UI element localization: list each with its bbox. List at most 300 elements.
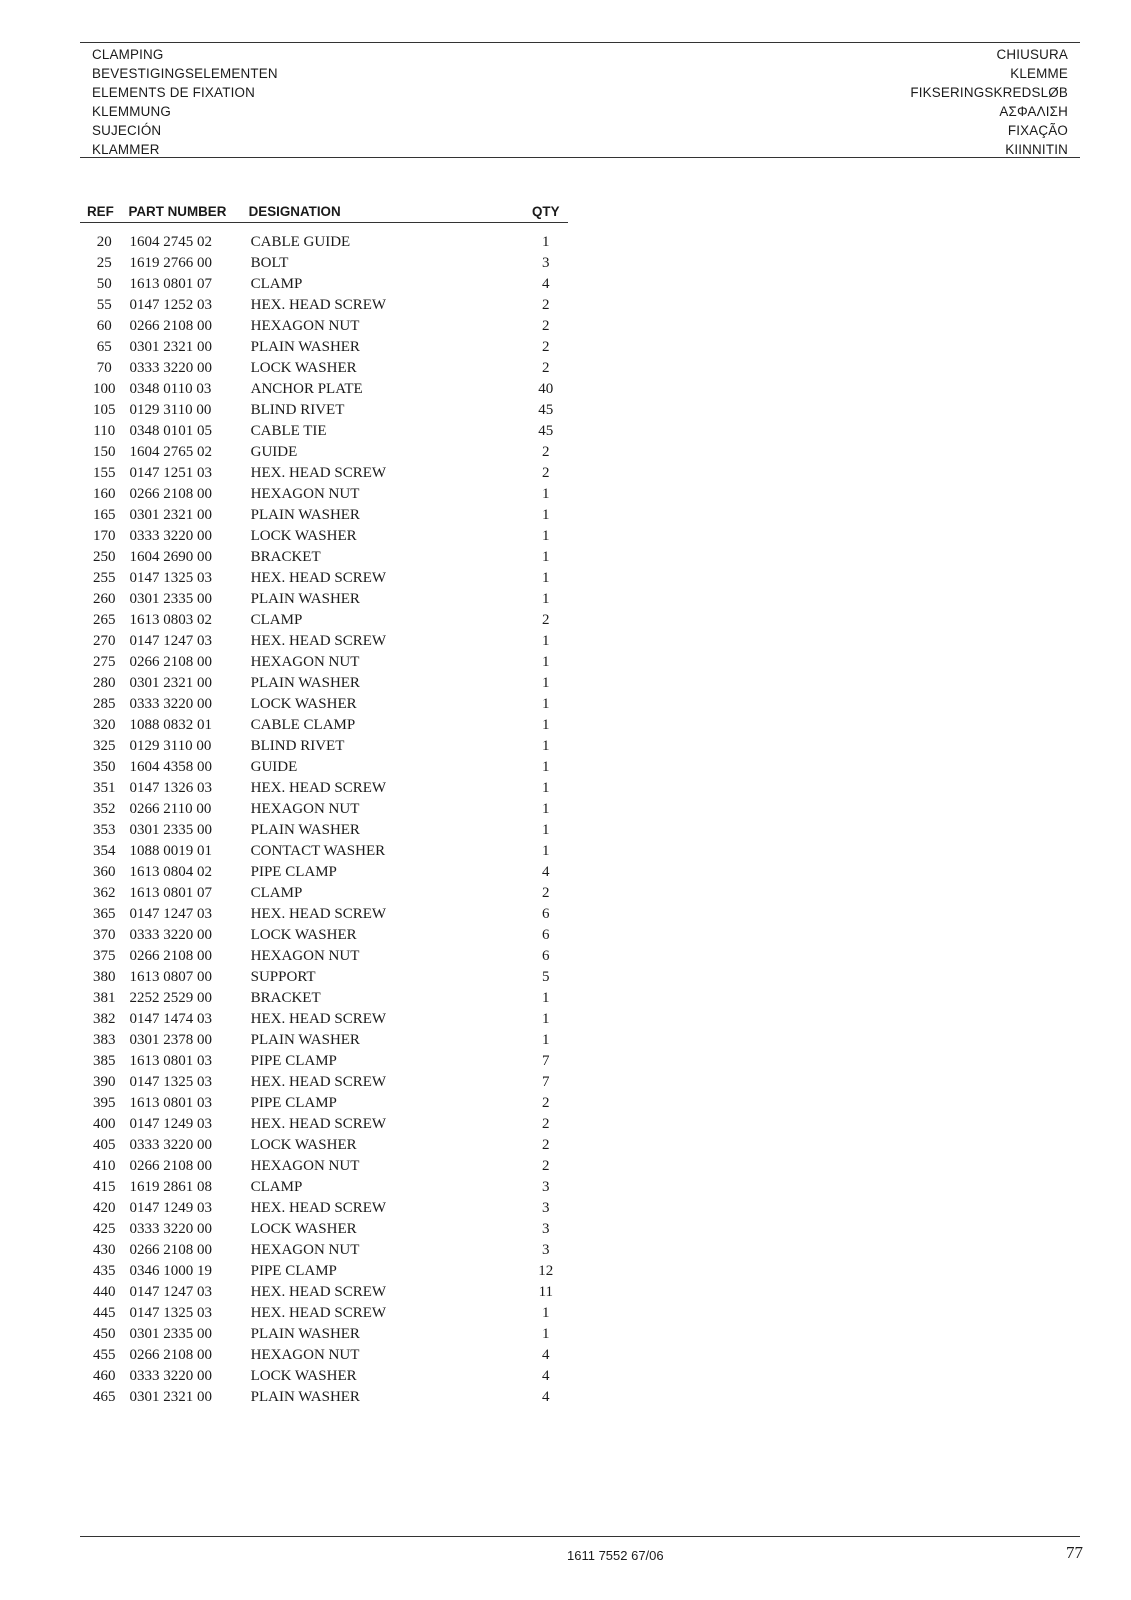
- row-part-number: 1088 0019 01: [129, 843, 212, 859]
- table-row: [80, 232, 568, 253]
- row-part-number: 0333 3220 00: [129, 360, 212, 376]
- table-row: [80, 778, 568, 799]
- row-ref: 260: [92, 591, 116, 607]
- row-designation: BRACKET: [250, 990, 321, 1006]
- table-row: [80, 526, 568, 547]
- row-part-number: 0333 3220 00: [129, 1221, 212, 1237]
- table-row: [80, 820, 568, 841]
- row-part-number: 0147 1326 03: [129, 780, 212, 796]
- header-titles-left: [92, 45, 278, 159]
- row-qty: 6: [542, 906, 550, 922]
- row-qty: 2: [542, 1137, 550, 1153]
- row-ref: 65: [96, 339, 112, 355]
- row-ref: 455: [92, 1347, 116, 1363]
- row-ref: 353: [92, 822, 116, 838]
- table-row: [80, 1051, 568, 1072]
- row-designation: HEXAGON NUT: [250, 654, 360, 670]
- row-part-number: 1613 0801 07: [129, 276, 212, 292]
- row-ref: 380: [92, 969, 116, 985]
- row-qty: 3: [542, 1200, 550, 1216]
- parts-list-table: [80, 200, 568, 1408]
- footer-rule: [80, 1536, 1080, 1537]
- row-designation: HEX. HEAD SCREW: [250, 1305, 387, 1321]
- row-qty: 1: [542, 1305, 550, 1321]
- row-part-number: 1604 2765 02: [129, 444, 212, 460]
- row-ref: 285: [92, 696, 116, 712]
- table-row: [80, 253, 568, 274]
- row-part-number: 0301 2321 00: [129, 339, 212, 355]
- row-ref: 270: [92, 633, 116, 649]
- row-part-number: 1613 0807 00: [129, 969, 212, 985]
- header-titles-right: [910, 45, 1068, 159]
- table-row: [80, 547, 568, 568]
- row-designation: CLAMP: [250, 612, 303, 628]
- row-part-number: 1613 0804 02: [129, 864, 212, 880]
- table-row: [80, 757, 568, 778]
- column-header-qty: QTY: [524, 200, 568, 223]
- row-part-number: 0147 1325 03: [129, 1074, 212, 1090]
- row-qty: 12: [538, 1263, 554, 1279]
- row-qty: 45: [538, 402, 554, 418]
- column-header-ref: REF: [80, 200, 128, 223]
- row-qty: 3: [542, 1179, 550, 1195]
- row-ref: 354: [92, 843, 116, 859]
- row-ref: 50: [96, 276, 112, 292]
- page-number: 77: [1066, 1543, 1083, 1562]
- table-row: [80, 610, 568, 631]
- table-row: [80, 337, 568, 358]
- table-row: [80, 673, 568, 694]
- row-designation: LOCK WASHER: [250, 1137, 357, 1153]
- row-designation: PLAIN WASHER: [250, 591, 360, 607]
- row-ref: 360: [92, 864, 116, 880]
- row-qty: 6: [542, 948, 550, 964]
- row-part-number: 0147 1249 03: [129, 1200, 212, 1216]
- row-designation: HEX. HEAD SCREW: [250, 1074, 387, 1090]
- row-ref: 381: [92, 990, 116, 1006]
- row-part-number: 0301 2378 00: [129, 1032, 212, 1048]
- table-row: [80, 442, 568, 463]
- row-ref: 425: [92, 1221, 116, 1237]
- table-spacer-cell: [80, 223, 568, 233]
- row-qty: 1: [542, 780, 550, 796]
- row-part-number: 0147 1249 03: [129, 1116, 212, 1132]
- row-designation: HEXAGON NUT: [250, 948, 360, 964]
- row-qty: 1: [542, 549, 550, 565]
- row-qty: 1: [542, 696, 550, 712]
- row-designation: CLAMP: [250, 276, 303, 292]
- row-ref: 255: [92, 570, 116, 586]
- column-header-part-number: PART NUMBER: [128, 200, 248, 223]
- header-title-en: CLAMPING: [92, 47, 164, 62]
- row-ref: 465: [92, 1389, 116, 1405]
- row-part-number: 1619 2766 00: [129, 255, 212, 271]
- row-ref: 20: [96, 234, 112, 250]
- row-qty: 4: [542, 1389, 550, 1405]
- row-part-number: 0266 2108 00: [129, 948, 212, 964]
- row-qty: 3: [542, 255, 550, 271]
- table-row: [80, 1114, 568, 1135]
- table-row: [80, 967, 568, 988]
- row-part-number: 0266 2108 00: [129, 1242, 212, 1258]
- table-row: [80, 925, 568, 946]
- row-ref: 365: [92, 906, 116, 922]
- row-designation: BOLT: [250, 255, 289, 271]
- row-qty: 6: [542, 927, 550, 943]
- table-row: [80, 1219, 568, 1240]
- table-row: [80, 799, 568, 820]
- row-part-number: 0266 2108 00: [129, 1347, 212, 1363]
- table-spacer: [80, 223, 568, 233]
- row-ref: 385: [92, 1053, 116, 1069]
- row-designation: HEX. HEAD SCREW: [250, 570, 387, 586]
- row-designation: PLAIN WASHER: [250, 1326, 360, 1342]
- row-qty: 2: [542, 465, 550, 481]
- row-ref: 400: [92, 1116, 116, 1132]
- row-designation: HEX. HEAD SCREW: [250, 906, 387, 922]
- row-ref: 362: [92, 885, 116, 901]
- row-designation: CABLE GUIDE: [250, 234, 351, 250]
- row-qty: 2: [542, 318, 550, 334]
- row-ref: 420: [92, 1200, 116, 1216]
- row-qty: 2: [542, 885, 550, 901]
- row-part-number: 1613 0801 03: [129, 1053, 212, 1069]
- row-ref: 55: [96, 297, 112, 313]
- row-part-number: 0333 3220 00: [129, 1368, 212, 1384]
- row-designation: HEXAGON NUT: [250, 1158, 360, 1174]
- row-designation: PLAIN WASHER: [250, 1032, 360, 1048]
- table-row: [80, 1366, 568, 1387]
- table-header-row: [80, 200, 568, 223]
- row-designation: HEX. HEAD SCREW: [250, 780, 387, 796]
- column-header-designation: DESIGNATION: [249, 200, 524, 223]
- row-designation: PIPE CLAMP: [250, 864, 337, 880]
- row-designation: HEXAGON NUT: [250, 318, 360, 334]
- table-row: [80, 1240, 568, 1261]
- row-qty: 1: [542, 528, 550, 544]
- table-row: [80, 694, 568, 715]
- row-qty: 1: [542, 633, 550, 649]
- table-row: [80, 1387, 568, 1408]
- table-row: [80, 988, 568, 1009]
- parts-list-body: [80, 223, 568, 1409]
- row-designation: HEX. HEAD SCREW: [250, 1116, 387, 1132]
- table-row: [80, 1093, 568, 1114]
- row-ref: 390: [92, 1074, 116, 1090]
- row-qty: 1: [542, 738, 550, 754]
- row-qty: 4: [542, 864, 550, 880]
- row-designation: HEX. HEAD SCREW: [250, 1011, 387, 1027]
- row-part-number: 0301 2335 00: [129, 591, 212, 607]
- table-row: [80, 715, 568, 736]
- row-part-number: 0346 1000 19: [129, 1263, 212, 1279]
- row-designation: HEX. HEAD SCREW: [250, 465, 387, 481]
- table-row: [80, 736, 568, 757]
- table-row: [80, 568, 568, 589]
- row-ref: 450: [92, 1326, 116, 1342]
- table-row: [80, 1345, 568, 1366]
- row-designation: LOCK WASHER: [250, 360, 357, 376]
- row-ref: 395: [92, 1095, 116, 1111]
- row-ref: 320: [92, 717, 116, 733]
- row-designation: LOCK WASHER: [250, 1368, 357, 1384]
- row-qty: 1: [542, 1032, 550, 1048]
- row-qty: 45: [538, 423, 554, 439]
- row-ref: 170: [92, 528, 116, 544]
- row-qty: 3: [542, 1221, 550, 1237]
- row-designation: PLAIN WASHER: [250, 675, 360, 691]
- row-ref: 60: [96, 318, 112, 334]
- table-row: [80, 1072, 568, 1093]
- row-part-number: 1613 0801 03: [129, 1095, 212, 1111]
- row-ref: 351: [92, 780, 116, 796]
- table-row: [80, 652, 568, 673]
- row-part-number: 0266 2108 00: [129, 1158, 212, 1174]
- row-part-number: 1604 2745 02: [129, 234, 212, 250]
- row-part-number: 0147 1251 03: [129, 465, 212, 481]
- row-qty: 4: [542, 1368, 550, 1384]
- table-row: [80, 1261, 568, 1282]
- row-qty: 5: [542, 969, 550, 985]
- row-ref: 445: [92, 1305, 116, 1321]
- table-row: [80, 379, 568, 400]
- row-designation: LOCK WASHER: [250, 696, 357, 712]
- row-qty: 2: [542, 1158, 550, 1174]
- row-designation: HEXAGON NUT: [250, 1242, 360, 1258]
- row-part-number: 0129 3110 00: [129, 402, 212, 418]
- row-designation: PLAIN WASHER: [250, 339, 360, 355]
- row-ref: 155: [92, 465, 116, 481]
- row-qty: 1: [542, 1326, 550, 1342]
- row-part-number: 1604 2690 00: [129, 549, 212, 565]
- table-row: [80, 862, 568, 883]
- row-designation: HEXAGON NUT: [250, 486, 360, 502]
- row-ref: 105: [92, 402, 116, 418]
- row-designation: LOCK WASHER: [250, 528, 357, 544]
- row-part-number: 2252 2529 00: [129, 990, 212, 1006]
- row-designation: CABLE TIE: [250, 423, 327, 439]
- table-row: [80, 295, 568, 316]
- row-part-number: 0147 1325 03: [129, 570, 212, 586]
- table-row: [80, 316, 568, 337]
- row-designation: HEXAGON NUT: [250, 801, 360, 817]
- row-qty: 1: [542, 486, 550, 502]
- row-qty: 1: [542, 759, 550, 775]
- row-designation: LOCK WASHER: [250, 1221, 357, 1237]
- table-row: [80, 904, 568, 925]
- row-qty: 1: [542, 1011, 550, 1027]
- table-row: [80, 631, 568, 652]
- row-ref: 25: [96, 255, 112, 271]
- table-row: [80, 1177, 568, 1198]
- header-title-fi: KIINNITIN: [1005, 142, 1068, 157]
- row-part-number: 0147 1247 03: [129, 906, 212, 922]
- row-qty: 1: [542, 507, 550, 523]
- header-title-da: FIKSERINGSKREDSLØB: [910, 85, 1068, 100]
- row-designation: CLAMP: [250, 885, 303, 901]
- row-part-number: 0147 1325 03: [129, 1305, 212, 1321]
- row-ref: 110: [93, 423, 116, 439]
- table-row: [80, 1303, 568, 1324]
- table-row: [80, 1156, 568, 1177]
- row-designation: GUIDE: [250, 444, 298, 460]
- row-designation: HEX. HEAD SCREW: [250, 633, 387, 649]
- row-ref: 382: [92, 1011, 116, 1027]
- row-part-number: 0129 3110 00: [129, 738, 212, 754]
- row-qty: 2: [542, 339, 550, 355]
- row-part-number: 0266 2108 00: [129, 318, 212, 334]
- header-title-pt: FIXAÇÃO: [1007, 123, 1068, 138]
- row-designation: LOCK WASHER: [250, 927, 357, 943]
- row-ref: 280: [92, 675, 116, 691]
- row-qty: 1: [542, 843, 550, 859]
- row-qty: 4: [542, 1347, 550, 1363]
- row-qty: 2: [542, 612, 550, 628]
- row-ref: 430: [92, 1242, 116, 1258]
- row-qty: 11: [538, 1284, 554, 1300]
- row-part-number: 0147 1247 03: [129, 1284, 212, 1300]
- page-header: [80, 42, 1080, 158]
- row-designation: HEXAGON NUT: [250, 1347, 360, 1363]
- header-title-es: SUJECIÓN: [92, 123, 162, 138]
- row-part-number: 0301 2321 00: [129, 675, 212, 691]
- table-row: [80, 1009, 568, 1030]
- row-part-number: 1613 0801 07: [129, 885, 212, 901]
- row-ref: 160: [92, 486, 116, 502]
- row-qty: 7: [542, 1074, 550, 1090]
- table-row: [80, 841, 568, 862]
- header-title-de: KLEMMUNG: [92, 104, 171, 119]
- table-row: [80, 358, 568, 379]
- table-row: [80, 1198, 568, 1219]
- row-part-number: 0301 2335 00: [129, 1326, 212, 1342]
- table-row: [80, 400, 568, 421]
- row-qty: 1: [542, 654, 550, 670]
- row-ref: 405: [92, 1137, 116, 1153]
- row-ref: 370: [92, 927, 116, 943]
- row-part-number: 1088 0832 01: [129, 717, 212, 733]
- table-row: [80, 484, 568, 505]
- document-number: 1611 7552 67/06: [567, 1548, 664, 1563]
- row-qty: 1: [542, 234, 550, 250]
- row-qty: 2: [542, 1095, 550, 1111]
- row-designation: BRACKET: [250, 549, 321, 565]
- row-designation: BLIND RIVET: [250, 738, 345, 754]
- row-ref: 350: [92, 759, 116, 775]
- row-designation: SUPPORT: [250, 969, 316, 985]
- row-ref: 70: [96, 360, 112, 376]
- header-title-sv: KLAMMER: [92, 142, 160, 157]
- table-row: [80, 463, 568, 484]
- row-part-number: 0333 3220 00: [129, 528, 212, 544]
- row-part-number: 1604 4358 00: [129, 759, 212, 775]
- row-part-number: 0333 3220 00: [129, 1137, 212, 1153]
- row-qty: 1: [542, 822, 550, 838]
- header-title-nl: BEVESTIGINGSELEMENTEN: [92, 66, 278, 81]
- row-qty: 1: [542, 717, 550, 733]
- row-designation: GUIDE: [250, 759, 298, 775]
- row-designation: PIPE CLAMP: [250, 1053, 337, 1069]
- row-part-number: 0333 3220 00: [129, 696, 212, 712]
- row-qty: 2: [542, 444, 550, 460]
- row-designation: HEX. HEAD SCREW: [250, 297, 387, 313]
- table-row: [80, 1324, 568, 1345]
- row-part-number: 0147 1474 03: [129, 1011, 212, 1027]
- row-designation: HEX. HEAD SCREW: [250, 1284, 387, 1300]
- table-row: [80, 505, 568, 526]
- row-qty: 2: [542, 297, 550, 313]
- row-qty: 40: [538, 381, 554, 397]
- row-designation: PLAIN WASHER: [250, 822, 360, 838]
- row-ref: 352: [92, 801, 116, 817]
- row-part-number: 0266 2108 00: [129, 486, 212, 502]
- row-ref: 250: [92, 549, 116, 565]
- row-designation: CABLE CLAMP: [250, 717, 356, 733]
- row-ref: 415: [92, 1179, 116, 1195]
- row-qty: 7: [542, 1053, 550, 1069]
- row-ref: 165: [92, 507, 116, 523]
- row-ref: 375: [92, 948, 116, 964]
- header-title-it: CHIUSURA: [996, 47, 1068, 62]
- row-ref: 275: [92, 654, 116, 670]
- row-ref: 383: [92, 1032, 116, 1048]
- row-part-number: 0147 1252 03: [129, 297, 212, 313]
- row-designation: CLAMP: [250, 1179, 303, 1195]
- row-part-number: 1619 2861 08: [129, 1179, 212, 1195]
- row-part-number: 0348 0101 05: [129, 423, 212, 439]
- row-designation: BLIND RIVET: [250, 402, 345, 418]
- row-qty: 2: [542, 1116, 550, 1132]
- row-designation: ANCHOR PLATE: [250, 381, 363, 397]
- table-row: [80, 946, 568, 967]
- row-designation: PIPE CLAMP: [250, 1095, 337, 1111]
- header-title-fr: ELEMENTS DE FIXATION: [92, 85, 255, 100]
- row-ref: 325: [92, 738, 116, 754]
- row-qty: 4: [542, 276, 550, 292]
- row-ref: 410: [92, 1158, 116, 1174]
- row-ref: 435: [92, 1263, 116, 1279]
- row-qty: 1: [542, 675, 550, 691]
- table-row: [80, 1135, 568, 1156]
- row-qty: 1: [542, 990, 550, 1006]
- row-qty: 1: [542, 591, 550, 607]
- row-ref: 150: [92, 444, 116, 460]
- row-part-number: 0333 3220 00: [129, 927, 212, 943]
- table-row: [80, 1030, 568, 1051]
- table-row: [80, 274, 568, 295]
- table-row: [80, 589, 568, 610]
- row-ref: 460: [92, 1368, 116, 1384]
- row-designation: CONTACT WASHER: [250, 843, 386, 859]
- row-ref: 100: [92, 381, 116, 397]
- row-qty: 2: [542, 360, 550, 376]
- row-part-number: 0266 2110 00: [129, 801, 212, 817]
- row-part-number: 0348 0110 03: [129, 381, 212, 397]
- row-designation: PIPE CLAMP: [250, 1263, 337, 1279]
- row-part-number: 1613 0803 02: [129, 612, 212, 628]
- row-part-number: 0301 2321 00: [129, 1389, 212, 1405]
- row-part-number: 0301 2321 00: [129, 507, 212, 523]
- row-designation: PLAIN WASHER: [250, 1389, 360, 1405]
- table-row: [80, 421, 568, 442]
- row-part-number: 0147 1247 03: [129, 633, 212, 649]
- row-ref: 440: [92, 1284, 116, 1300]
- row-ref: 265: [92, 612, 116, 628]
- table-row: [80, 883, 568, 904]
- header-title-el: ΑΣΦΑΛΙΣΗ: [999, 104, 1068, 119]
- row-qty: 1: [542, 801, 550, 817]
- table-row: [80, 1282, 568, 1303]
